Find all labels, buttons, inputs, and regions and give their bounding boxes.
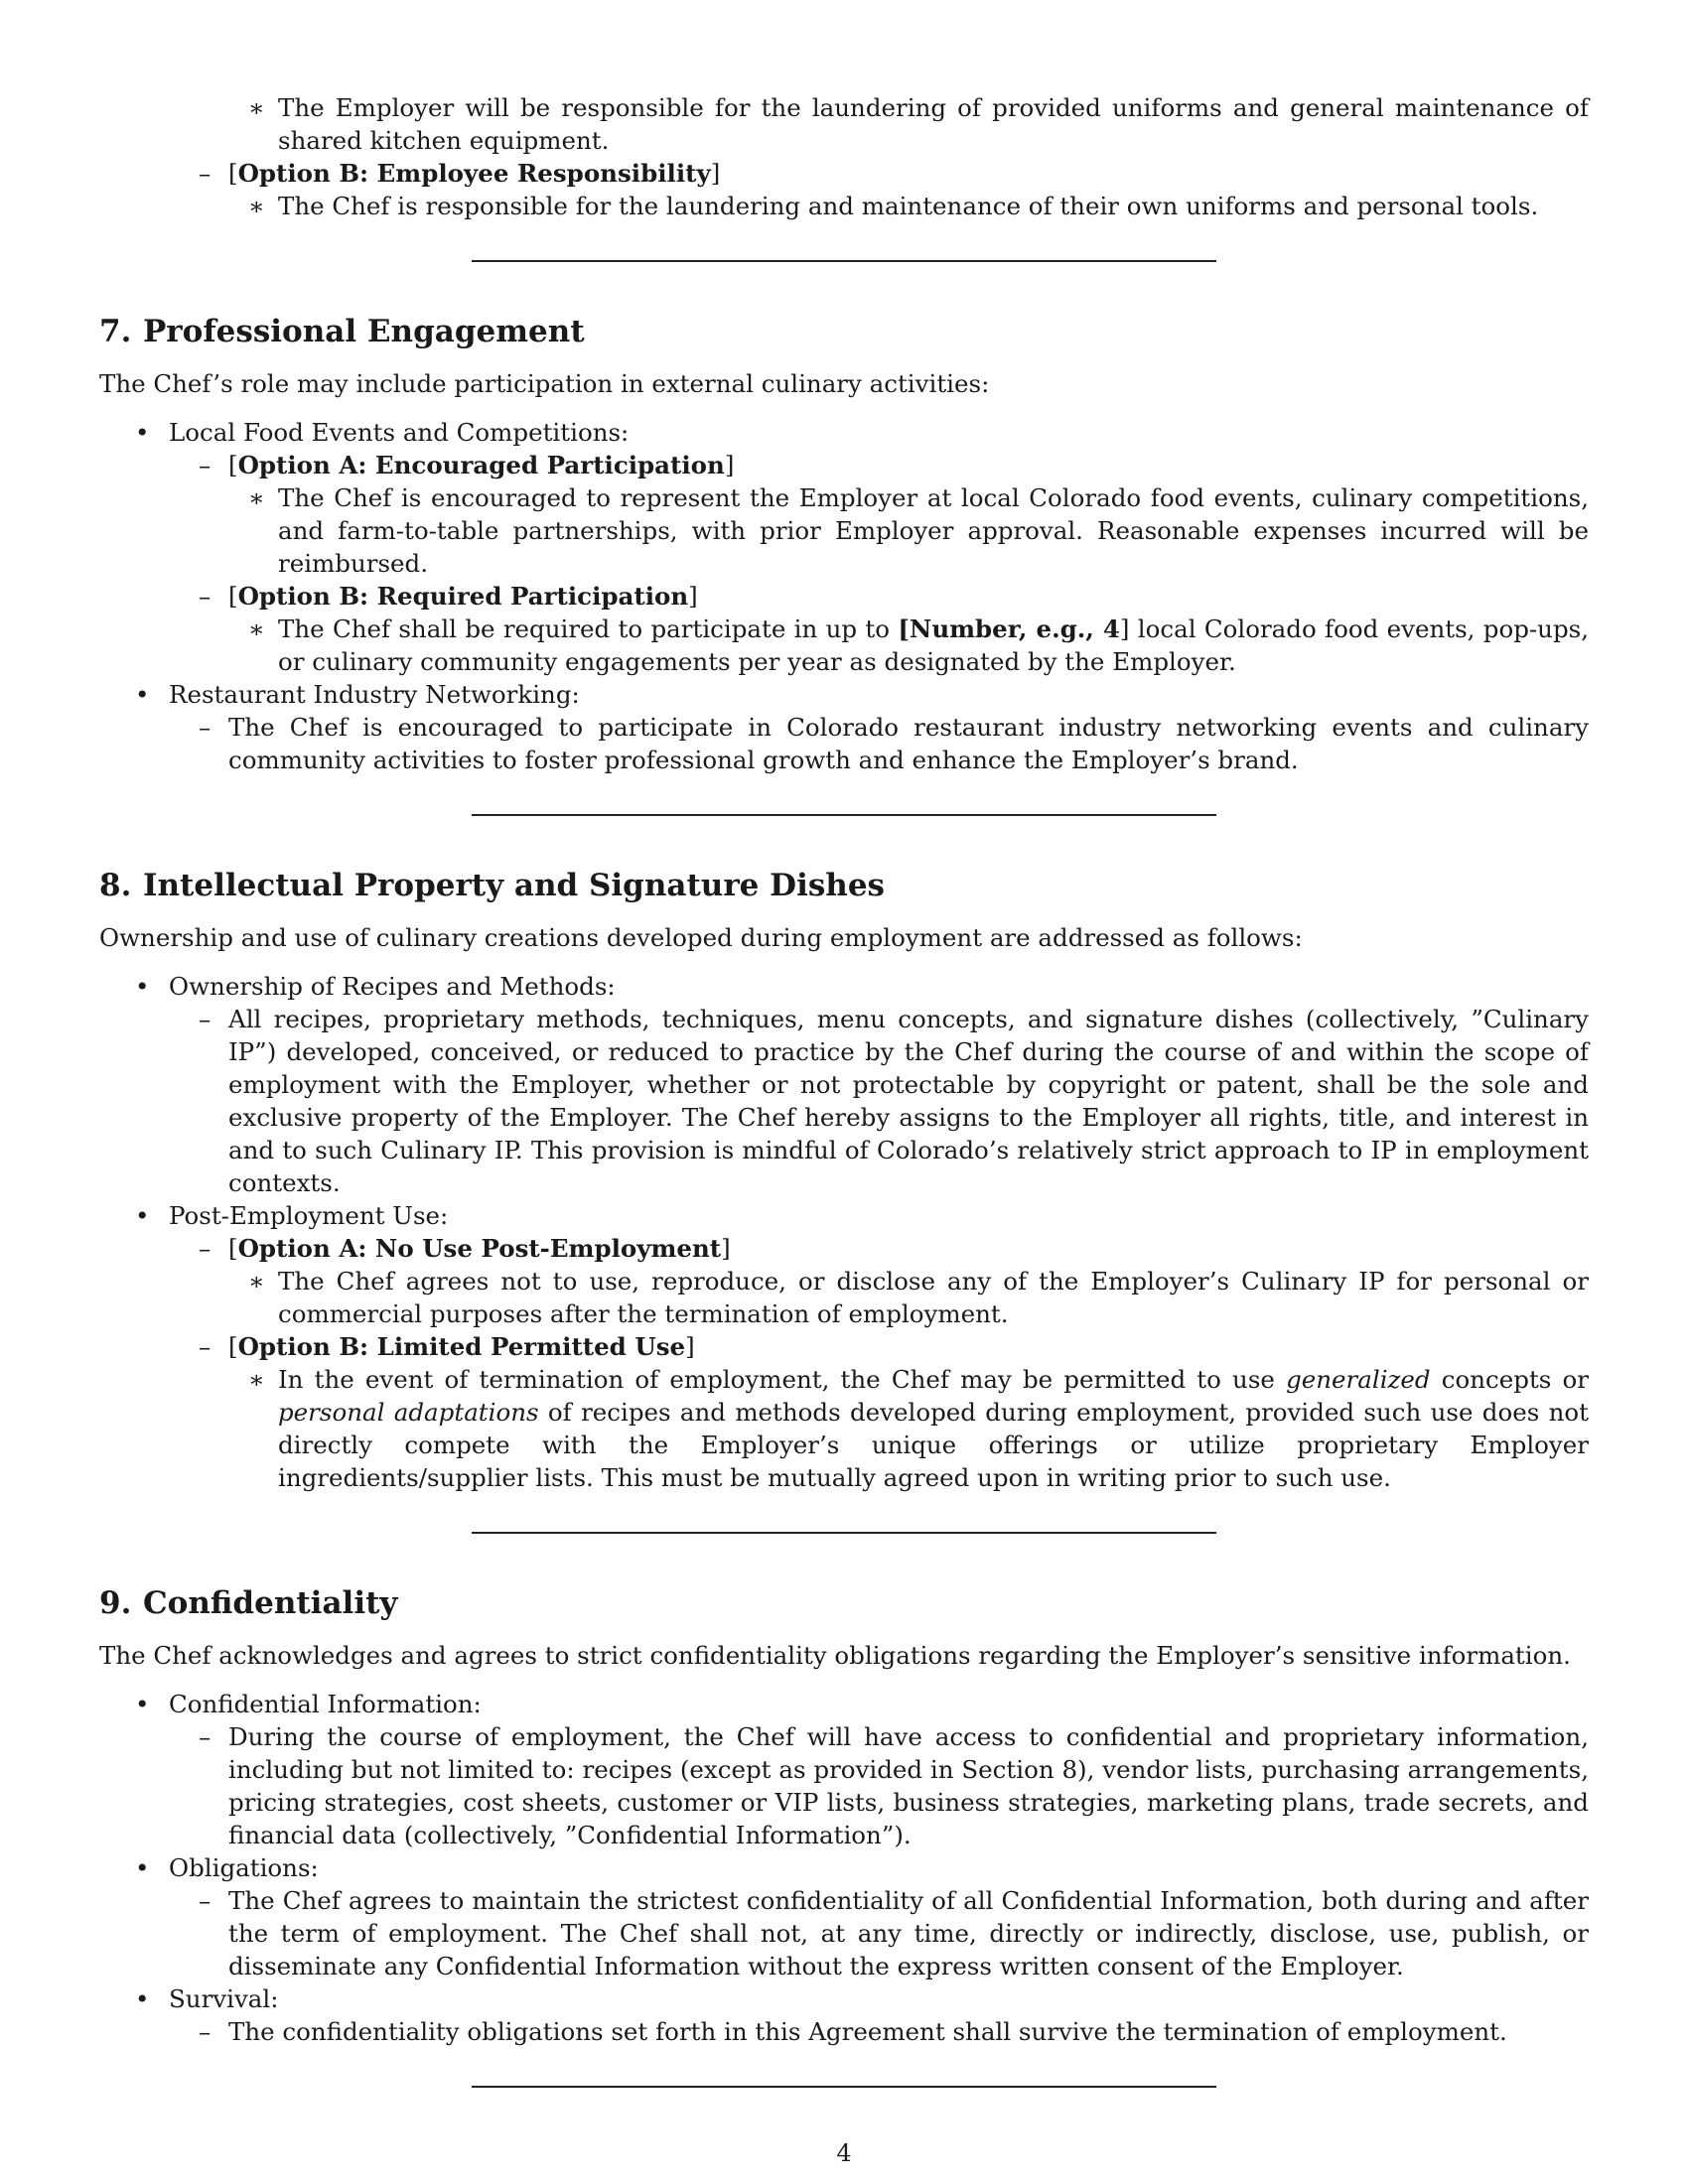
list-item: – The Chef agrees to maintain the strictest confidentiality of all Confidential Information, both during and after the term of employment. The Chef shall not, at any time, directly or indirectly, disclose, use, publish, or disseminate any Confidential Information without the express written consent of the Employer.: [199, 1886, 1589, 1980]
list-item: – [Option B: Limited Permitted Use]: [199, 1332, 695, 1361]
round-bullet: •: [135, 1690, 150, 1718]
list-item: – [Option A: Encouraged Participation]: [199, 451, 735, 479]
bullet-list: [99, 416, 1589, 776]
option-label: Option A: Encouraged Participation: [237, 451, 725, 479]
asterisk-bullet: ∗: [248, 614, 265, 643]
round-bullet: •: [135, 418, 150, 447]
list-item: • Restaurant Industry Networking:: [135, 680, 580, 709]
dash-bullet: –: [199, 2017, 211, 2046]
section-divider: [472, 1532, 1216, 1534]
dash-bullet: –: [199, 451, 211, 479]
list-item: • Post-Employment Use:: [135, 1201, 449, 1230]
list-item: ∗ The Chef agrees not to use, reproduce, or disclose any of the Employer’s Culinary IP for personal or commercial purposes after the termination of employment.: [248, 1267, 1589, 1328]
round-bullet: •: [135, 1984, 150, 2013]
placeholder-field: Number, e.g., 4: [909, 614, 1120, 643]
list-item: – The confidentiality obligations set forth in this Agreement shall survive the termination of employment.: [199, 2017, 1507, 2046]
list-item: ∗ In the event of termination of employment, the Chef may be permitted to use generalized concepts or personal adaptations of recipes and methods developed during employment, provided such use does not directly compete with the Employer’s unique offerings or utilize proprietary Employer ingredients/supplier lists. This must be mutually agreed upon in writing prior to such use.: [248, 1365, 1589, 1492]
list-item: ∗ The Chef is encouraged to represent the Employer at local Colorado food events, culinary competitions, and farm-to-table partnerships, with prior Employer approval. Reasonable expenses incurred will be reimbursed.: [248, 483, 1589, 578]
list-item: • Obligations:: [135, 1853, 319, 1882]
section-divider: [472, 260, 1216, 262]
round-bullet: •: [135, 972, 150, 1001]
asterisk-bullet: ∗: [248, 1365, 265, 1394]
list-item: – [Option B: Required Participation]: [199, 582, 698, 611]
asterisk-bullet: ∗: [248, 93, 265, 122]
option-label: Option A: No Use Post-Employment: [237, 1234, 722, 1263]
bullet-list: [99, 1688, 1589, 2048]
dash-bullet: –: [199, 1332, 211, 1361]
list-item: ∗ The Chef shall be required to participate in up to [Number, e.g., 4] local Colorado food events, pop-ups, or culinary community engagements per year as designated by the Employer.: [248, 614, 1589, 676]
section-divider: [472, 2086, 1216, 2088]
section-heading: 9. Confidentiality: [99, 1585, 398, 1621]
option-label: Option B: Limited Permitted Use: [237, 1332, 686, 1361]
dash-bullet: –: [199, 1234, 211, 1263]
round-bullet: •: [135, 1201, 150, 1230]
asterisk-bullet: ∗: [248, 483, 265, 512]
round-bullet: •: [135, 680, 150, 709]
option-label: Option B: Employee Responsibility: [237, 159, 711, 188]
list-item-text: The Employer will be responsible for the laundering of provided uniforms and general maintenance of shared kitchen equipment.: [278, 93, 1589, 155]
page-number: 4: [836, 2139, 852, 2167]
dash-bullet: –: [199, 159, 211, 188]
list-item: – The Chef is encouraged to participate in Colorado restaurant industry networking events and culinary community activities to foster professional growth and enhance the Employer’s brand.: [199, 713, 1589, 774]
option-label: Option B: Required Participation: [237, 582, 689, 611]
list-item-text: The Chef is responsible for the laundering and maintenance of their own uniforms and personal tools.: [278, 192, 1539, 220]
section-intro: The Chef acknowledges and agrees to strict confidentiality obligations regarding the Employer’s sensitive information.: [99, 1641, 1571, 1670]
dash-bullet: –: [199, 1005, 211, 1033]
section-intro: Ownership and use of culinary creations developed during employment are addressed as follows:: [99, 923, 1303, 952]
list-item: – [Option B: Employee Responsibility]: [199, 159, 721, 188]
round-bullet: •: [135, 1853, 150, 1882]
section-heading: 7. Professional Engagement: [99, 314, 585, 349]
list-item: [99, 190, 1589, 222]
list-item: – During the course of employment, the Chef will have access to confidential and proprietary information, including but not limited to: recipes (except as provided in Section 8), vendor lists, purchasing arrangements, pricing strategies, cost sheets, customer or VIP lists, business strategies, marketing plans, trade secrets, and financial data (collectively, ”Confidential Information”).: [199, 1722, 1589, 1849]
list-item: [99, 91, 1589, 157]
dash-bullet: –: [199, 713, 211, 742]
list-item: • Survival:: [135, 1984, 279, 2013]
list-item: • Local Food Events and Competitions:: [135, 418, 630, 447]
dash-bullet: –: [199, 582, 211, 611]
bullet-list: [99, 970, 1589, 1494]
dash-bullet: –: [199, 1886, 211, 1915]
list-item: • Confidential Information:: [135, 1690, 482, 1718]
list-item: – All recipes, proprietary methods, techniques, menu concepts, and signature dishes (collectively, ”Culinary IP”) developed, conceived, or reduced to practice by the Chef during the course of and within the scope of employment with the Employer, whether or not protectable by copyright or patent, shall be the sole and exclusive property of the Employer. The Chef hereby assigns to the Employer all rights, title, and interest in and to such Culinary IP. This provision is mindful of Colorado’s relatively strict approach to IP in employment contexts.: [199, 1005, 1589, 1197]
list-item: • Ownership of Recipes and Methods:: [135, 972, 616, 1001]
section-intro: The Chef’s role may include participation in external culinary activities:: [99, 369, 990, 398]
section-divider: [472, 814, 1216, 816]
dash-bullet: –: [199, 1722, 211, 1751]
section-heading: 8. Intellectual Property and Signature Dishes: [99, 868, 886, 903]
list-item: – [Option A: No Use Post-Employment]: [199, 1234, 731, 1263]
document-page: [99, 91, 1589, 2088]
asterisk-bullet: ∗: [248, 1267, 265, 1296]
asterisk-bullet: ∗: [248, 192, 265, 220]
